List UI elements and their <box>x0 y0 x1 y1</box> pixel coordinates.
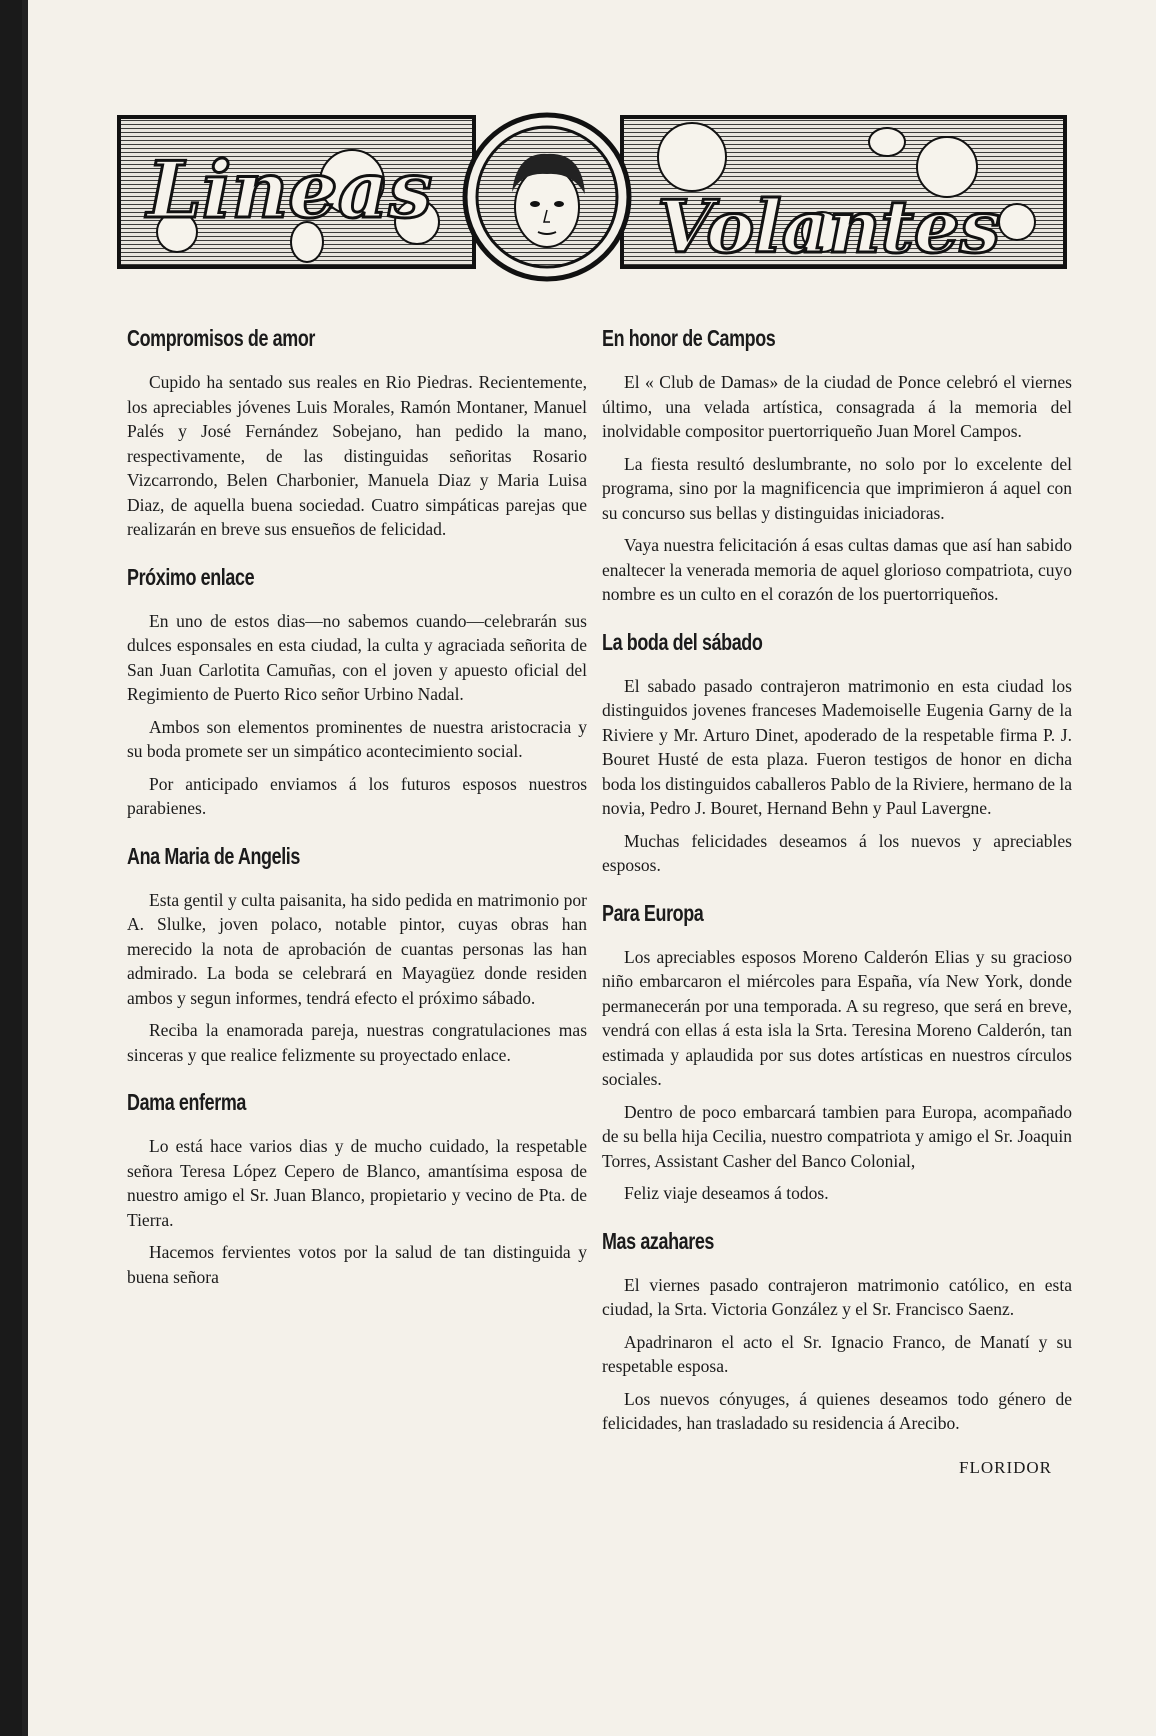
article-paragraph: Dentro de poco embarcará tambien para Europa, acompañado de su bella hija Cecilia, nuestro compatriota y amigo el Sr. Joaquin Torres, Assistant Casher del Banco Colonial, <box>602 1101 1072 1171</box>
article-heading: En honor de Campos <box>602 325 776 351</box>
article-heading: Ana Maria de Angelis <box>127 842 300 869</box>
right-column <box>602 325 1072 1478</box>
magazine-page <box>22 0 1156 1736</box>
article-section <box>127 325 587 542</box>
article-paragraph: Hacemos fervientes votos por la salud de tan distinguida y buena señora <box>127 1242 587 1287</box>
article-section <box>602 325 1072 607</box>
article-paragraph: Cupido ha sentado sus reales en Rio Piedras. Recientemente, los apreciables jóvenes Luis Morales, Ramón Montaner, Manuel Palés y José Fernández Sobejano, han pedido la mano, respectivamente, de las distinguidas señoritas Rosario Vizcarrondo, Belen Charbonier, Manuela Diaz y Maria Luisa Diaz, de aquella buena sociedad. Cuatro simpáticas parejas que realizarán en breve sus ensueños de felicidad. <box>127 372 587 539</box>
banner-illustration <box>117 112 1067 287</box>
article-paragraph: Esta gentil y culta paisanita, ha sido pedida en matrimonio por A. Slulke, joven polaco, notable pintor, cuyas obras han merecido la nota de aprobación de cuantas personas las han admirado. La boda se celebrará en Mayagüez donde residen ambos y segun informes, tendrá efecto el próximo sábado. <box>127 889 587 1008</box>
article-paragraph: El « Club de Damas» de la ciudad de Ponce celebró el viernes último, una velada artística, consagrada á la memoria del inolvidable compositor puertorriqueño Juan Morel Campos. <box>602 372 1072 441</box>
article-paragraph: El sabado pasado contrajeron matrimonio en esta ciudad los distinguidos jovenes franceses Mademoiselle Eugenia Garny de la Riviere y Mr. Arturo Dinet, apoderado de la respetable firma P. J. Bouret Husté de esta plaza. Fueron testigos de honor en dicha boda los distinguidos caballeros Pablo de la Riviere, hermano de la novia, Pedro J. Bouret, Hernand Behn y Paul Lavergne. <box>602 675 1072 818</box>
banner-title-right: Volantes <box>657 184 1001 269</box>
article-paragraph: Por anticipado enviamos á los futuros esposos nuestros parabienes. <box>127 773 587 818</box>
article-paragraph: Los nuevos cónyuges, á quienes deseamos todo género de felicidades, han trasladado su residencia á Arecibo. <box>602 1388 1072 1433</box>
article-section <box>127 564 587 821</box>
article-section <box>602 900 1072 1206</box>
article-section <box>127 843 587 1068</box>
author-signature: FLORIDOR <box>958 1457 1052 1477</box>
article-heading: Compromisos de amor <box>127 325 315 351</box>
article-paragraph: Feliz viaje deseamos á todos. <box>624 1183 829 1203</box>
article-paragraph: El viernes pasado contrajeron matrimonio católico, en esta ciudad, la Srta. Victoria González y el Sr. Francisco Saenz. <box>602 1274 1072 1319</box>
article-section <box>602 629 1072 878</box>
article-paragraph: Reciba la enamorada pareja, nuestras congratulaciones mas sinceras y que realice felizmente su proyectado enlace. <box>127 1020 587 1065</box>
article-heading: Mas azahares <box>602 1227 715 1254</box>
left-column <box>127 325 587 1311</box>
article-section <box>602 1228 1072 1436</box>
article-heading: Dama enferma <box>127 1089 246 1115</box>
article-paragraph: Los apreciables esposos Moreno Calderón Elias y su gracioso niño embarcaron el miércoles para España, vía New York, donde permanecerán por una temporada. A su regreso, que será en breve, vendrá con ellas á esta isla la Srta. Teresina Moreno Calderón, tan estimada y aplaudida por sus dotes artísticas en nuestros círculos sociales. <box>602 946 1072 1089</box>
article-paragraph: En uno de estos dias—no sabemos cuando—celebrarán sus dulces esponsales en esta ciudad, la culta y agraciada señorita de San Juan Carlotita Camuñas, con el joven y apuesto oficial del Regimiento de Puerto Rico señor Urbino Nadal. <box>127 610 587 704</box>
article-section <box>127 1089 587 1289</box>
banner-title-left: Lineas <box>147 145 433 236</box>
binding-edge <box>22 0 28 1736</box>
article-paragraph: Vaya nuestra felicitación á esas cultas damas que así han sabido enaltecer la venerada memoria de aquel glorioso compatriota, cuyo nombre es un culto en el corazón de los puertorriqueños. <box>602 535 1072 604</box>
article-heading: Próximo enlace <box>127 563 255 590</box>
section-banner <box>117 112 1067 287</box>
article-heading: Para Europa <box>602 899 704 926</box>
article-paragraph: La fiesta resultó deslumbrante, no solo por lo excelente del programa, sino por la magnificencia que imprimieron á aquel con su concurso sus bellas y distinguidas iniciadoras. <box>602 453 1072 523</box>
article-paragraph: Lo está hace varios dias y de mucho cuidado, la respetable señora Teresa López Cepero de Blanco, amantísima esposa de nuestro amigo el Sr. Juan Blanco, propietario y vecino de Pta. de Tierra. <box>127 1136 587 1230</box>
article-paragraph: Apadrinaron el acto el Sr. Ignacio Franco, de Manatí y su respetable esposa. <box>602 1331 1072 1376</box>
article-paragraph: Muchas felicidades deseamos á los nuevos y apreciables esposos. <box>602 830 1072 875</box>
article-paragraph: Ambos son elementos prominentes de nuestra aristocracia y su boda promete ser un simpático acontecimiento social. <box>127 716 587 761</box>
article-heading: La boda del sábado <box>602 628 763 655</box>
